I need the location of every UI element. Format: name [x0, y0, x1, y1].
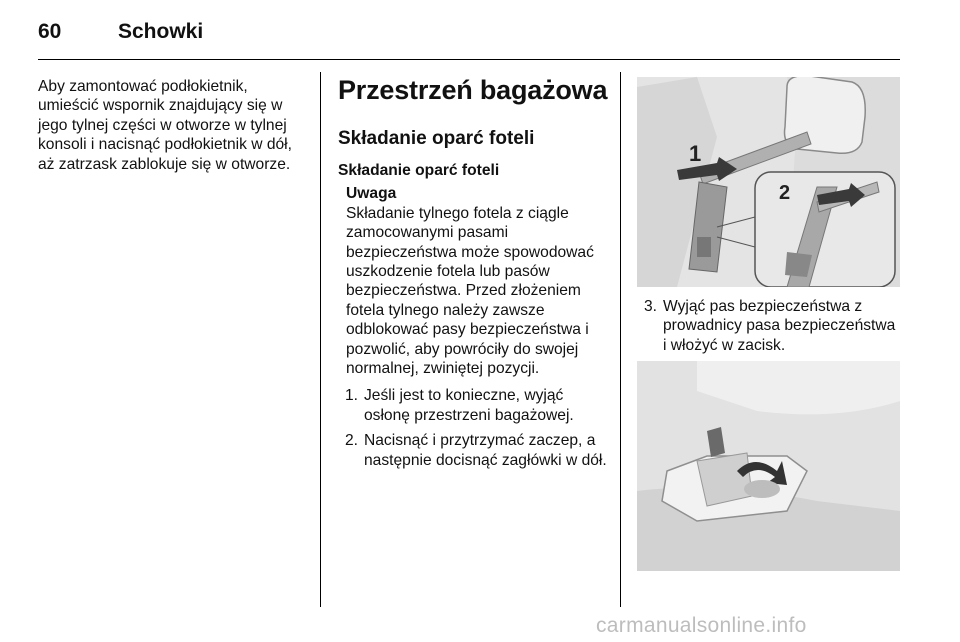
column-1 [38, 77, 310, 174]
figure-label-2: 2 [779, 182, 791, 204]
note-box [346, 184, 613, 378]
sub-title: Składanie oparć foteli [338, 128, 535, 149]
step-text: Jeśli jest to konieczne, wyjąć osłonę przestrzeni bagażowej. [364, 387, 574, 424]
column-3 [637, 76, 900, 361]
step-number: 1. [344, 387, 358, 405]
section-title: Przestrzeń bagażowa [338, 75, 608, 105]
note-title: Uwaga [346, 185, 397, 203]
step-number: 2. [344, 432, 358, 450]
step-text: Nacisnąć i przytrzymać zaczep, a następnie docisnąć zagłówki w dół. [364, 432, 607, 469]
list-item [637, 297, 900, 355]
column-divider [320, 72, 321, 607]
steps-list [637, 297, 900, 355]
column-2 [338, 74, 613, 476]
header-rule [38, 59, 900, 60]
step-number: 3. [643, 298, 657, 315]
chapter-title: Schowki [118, 20, 204, 43]
list-item [338, 386, 613, 425]
belt-clip-figure [637, 361, 900, 571]
minor-title: Składanie oparć foteli [338, 162, 500, 179]
note-text: Składanie tylnego fotela z ciągle zamocowanymi pasami bezpieczeństwa może spowodować uszkodzenie fotela lub pasów bezpieczeństwa. Przed złożeniem fotela tylnego należy zawsze odblokować pasy bezpieczeństwa i pozwolić, aby powróciły do swojej normalnej, zwiniętej pozycji. [346, 204, 594, 378]
step-text: Wyjąć pas bezpieczeństwa z prowadnicy pasa bezpieczeństwa i włożyć w zacisk. [663, 298, 896, 354]
armrest-paragraph: Aby zamontować podłokietnik, umieścić wspornik znajdujący się w jego tylnej części w otworze w tylnej konsoli i nacisnąć podłokietnik w dół, aż zatrzask zablokuje się w otworze. [38, 78, 292, 173]
steps-list [338, 386, 613, 470]
column-divider [620, 72, 621, 607]
figure-label-1: 1 [689, 141, 702, 166]
belt-clip-illustration [637, 361, 900, 571]
list-item [338, 431, 613, 470]
page-number: 60 [38, 20, 62, 43]
watermark: carmanualsonline.info [596, 614, 807, 637]
